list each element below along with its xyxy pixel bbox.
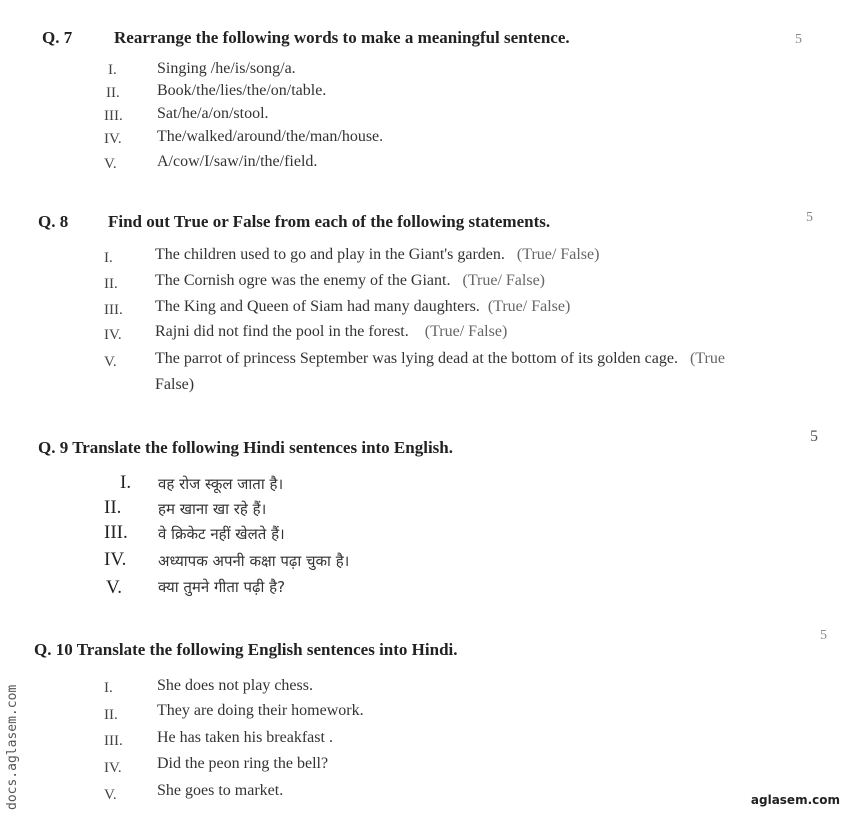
- roman-numeral: V.: [104, 354, 117, 370]
- question-title: Find out True or False from each of the following statements.: [108, 212, 551, 231]
- true-false-option: (True/ False): [424, 323, 508, 340]
- marks: 5: [820, 628, 827, 643]
- roman-numeral: IV.: [104, 131, 122, 147]
- list-item: Book/the/lies/the/on/table.: [157, 82, 327, 99]
- question-7-heading: [42, 28, 570, 48]
- roman-numeral: IV.: [104, 549, 127, 570]
- list-item: अध्यापक अपनी कक्षा पढ़ा चुका है।: [158, 552, 350, 570]
- list-item: He has taken his breakfast .: [157, 729, 333, 746]
- true-false-option: (True/ False): [462, 272, 545, 289]
- roman-numeral: I.: [108, 62, 117, 78]
- question-number: Q. 9: [38, 438, 69, 457]
- side-watermark: docs.aglasem.com: [5, 684, 20, 810]
- roman-numeral: II.: [104, 497, 122, 518]
- list-item: The Cornish ogre was the enemy of the Giant. (True/ False): [155, 272, 545, 289]
- list-item-continuation: False): [155, 376, 195, 393]
- list-item: Singing /he/is/song/a.: [157, 60, 296, 77]
- list-item: The/walked/around/the/man/house.: [157, 128, 384, 145]
- question-title: Translate the following English sentences into Hindi.: [76, 640, 458, 659]
- question-9-heading: [38, 438, 453, 458]
- footer-brand[interactable]: aglasem.com: [750, 793, 840, 807]
- question-title: Translate the following Hindi sentences into English.: [72, 438, 453, 457]
- list-item: Did the peon ring the bell?: [157, 755, 329, 772]
- roman-numeral: V.: [104, 787, 117, 803]
- marks: 5: [806, 210, 813, 225]
- question-number: Q. 8: [38, 212, 69, 231]
- roman-numeral: V.: [106, 577, 123, 598]
- list-item: क्या तुमने गीता पढ़ी है?: [158, 578, 286, 596]
- list-item: The King and Queen of Siam had many daughters. (True/ False): [155, 298, 571, 315]
- true-false-option: (True: [689, 350, 725, 367]
- roman-numeral: II.: [106, 85, 120, 101]
- list-item: The parrot of princess September was lying dead at the bottom of its golden cage. (True: [155, 350, 725, 367]
- roman-numeral: I.: [104, 680, 113, 696]
- list-item: The children used to go and play in the Giant's garden. (True/ False): [155, 246, 600, 263]
- list-item: They are doing their homework.: [157, 702, 364, 719]
- question-10-heading: [34, 640, 458, 660]
- roman-numeral: II.: [104, 707, 118, 723]
- roman-numeral: I.: [104, 250, 113, 266]
- roman-numeral: V.: [104, 156, 117, 172]
- marks: 5: [795, 32, 802, 47]
- roman-numeral: I.: [120, 472, 132, 493]
- list-item: वे क्रिकेट नहीं खेलते हैं।: [158, 525, 285, 543]
- roman-numeral: III.: [104, 522, 128, 543]
- question-title: Rearrange the following words to make a meaningful sentence.: [114, 28, 570, 47]
- roman-numeral: III.: [104, 302, 123, 318]
- list-item: She goes to market.: [157, 782, 284, 799]
- list-item: Sat/he/a/on/stool.: [157, 105, 269, 122]
- roman-numeral: IV.: [104, 760, 122, 776]
- roman-numeral: III.: [104, 733, 123, 749]
- roman-numeral: II.: [104, 276, 118, 292]
- question-8-heading: [38, 212, 550, 232]
- roman-numeral: III.: [104, 108, 123, 124]
- list-item: हम खाना खा रहे हैं।: [158, 500, 267, 518]
- question-number: Q. 7: [42, 28, 73, 47]
- true-false-option: (True/ False): [487, 298, 571, 315]
- list-item: She does not play chess.: [157, 677, 313, 694]
- list-item: A/cow/I/saw/in/the/field.: [157, 153, 318, 170]
- marks: 5: [810, 428, 818, 445]
- true-false-option: (True/ False): [516, 246, 600, 263]
- roman-numeral: IV.: [104, 327, 122, 343]
- list-item: Rajni did not find the pool in the forest. (True/ False): [155, 323, 508, 340]
- list-item: वह रोज स्कूल जाता है।: [158, 475, 284, 493]
- question-number: Q. 10: [34, 640, 73, 659]
